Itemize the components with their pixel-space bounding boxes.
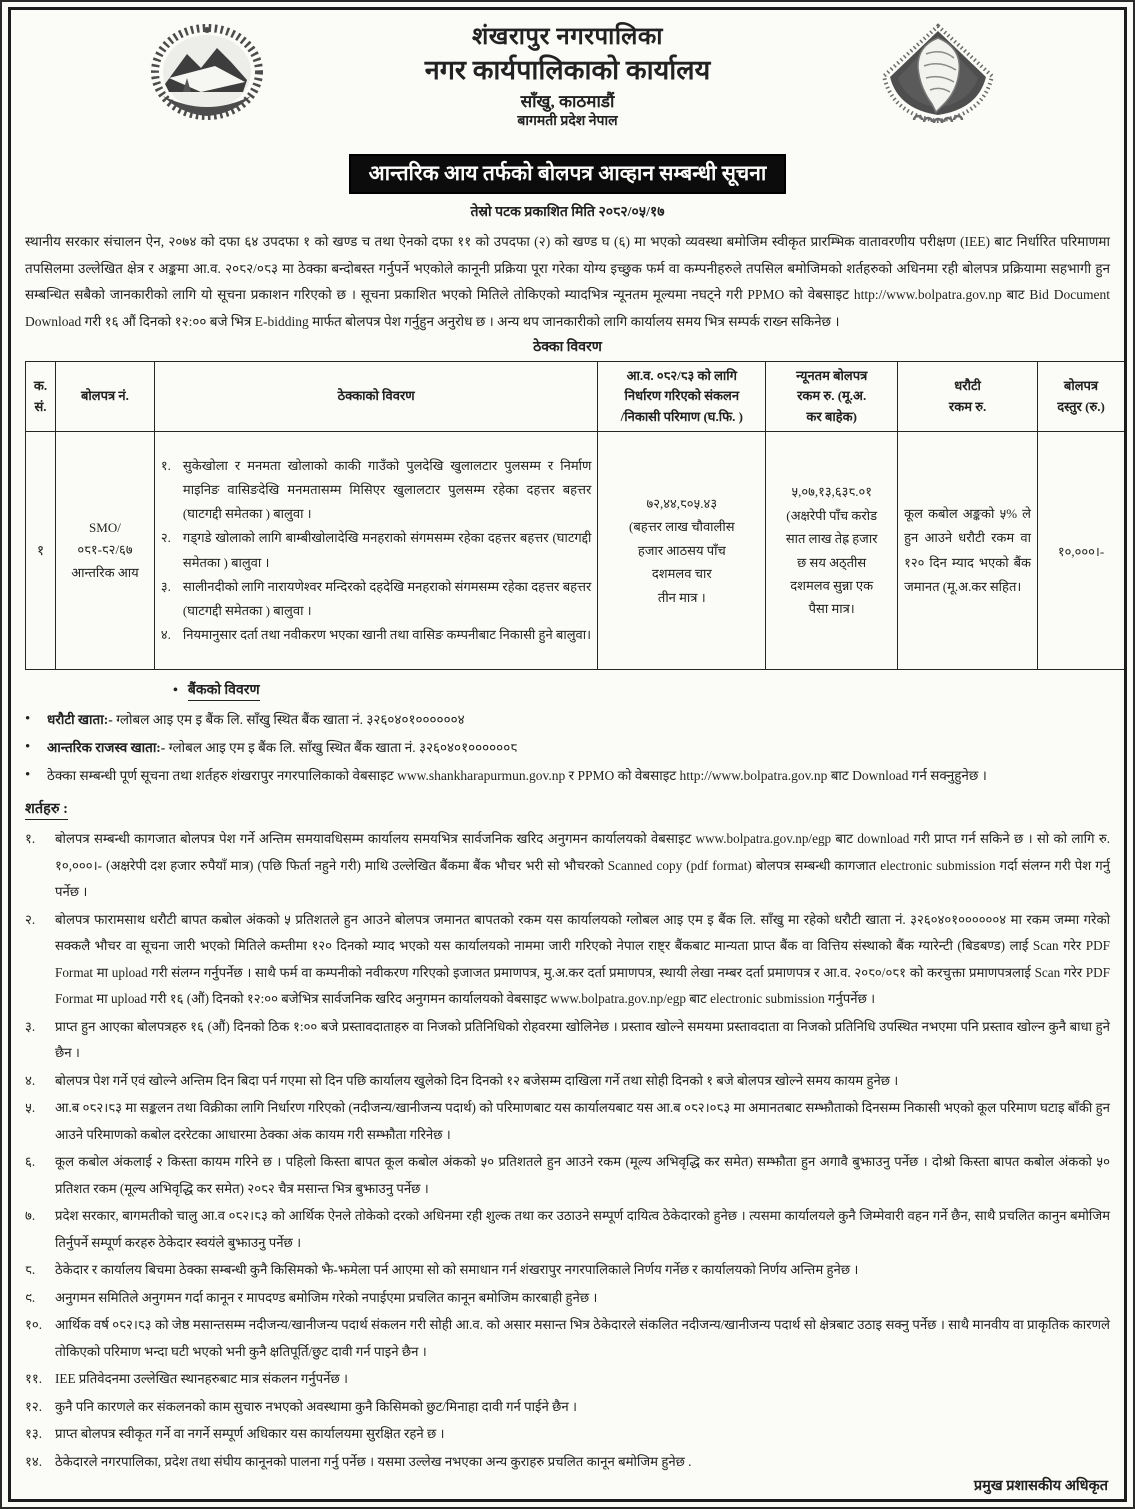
cell-serial-number: १ [26, 432, 56, 670]
contract-detail-item: ३. सालीनदीको लागि नारायणेश्वर मन्दिरको दहदेखि मनहराको संगमसम्म रहेका दहत्तर बहत्तर (घाटगद्दी समेतका ) बालुवा । [160, 578, 592, 618]
bank-detail-item: • ठेक्का सम्बन्धी पूर्ण सूचना तथा शर्तहरु शंखरापुर नगरपालिकाको वेबसाइट www.shankharapurmun.gov.np र PPMO को वेबसाइट http://www.bolpatra.gov.np बाट Download गर्न सक्नुहुनेछ । [25, 763, 1110, 788]
address-line-2: बागमती प्रदेश नेपाल [517, 114, 618, 129]
signatory-title: प्रमुख प्रशासकीय अधिकृत [973, 1478, 1108, 1494]
tender-details-table [25, 361, 1125, 670]
col-header-quantity: आ.व. ०८२/८३ को लागि निर्धारण गरिएको संकलन /निकासी परिमाण (घ.फि. ) [598, 362, 766, 432]
contract-detail-item: ४. नियमानुसार दर्ता तथा नवीकरण भएका खानी तथा वासिङ कम्पनीबाट निकासी हुने बालुवा। [160, 626, 592, 642]
col-header-serial-number: क. सं. [26, 362, 56, 432]
col-header-bid-number: बोलपत्र नं. [55, 362, 154, 432]
condition-item: १४. ठेकेदारले नगरपालिका, प्रदेश तथा संघीय कानूनको पालना गर्नु पर्नेछ । यसमा उल्लेख नभएका अन्य कुराहरु प्रचलित कानून बमोजिम हुनेछ . [25, 1453, 692, 1469]
condition-item: ९. अनुगमन समितिले अनुगमन गर्दा कानून र मापदण्ड बमोजिम गरेको नपाईएमा प्रचलित कानून बमोजिम कारबाही हुनेछ । [25, 1289, 598, 1305]
condition-item: ८. ठेकेदार र कार्यालय बिचमा ठेक्का सम्बन्धी कुनै किसिमको झै-झमेला पर्न आएमा सो को समाधान गर्न शंखरापुर नगरपालिकाले निर्णय गर्नेछ र कार्यालयको निर्णय अन्तिम हुनेछ । [25, 1262, 859, 1277]
bullet-icon: • [25, 739, 31, 755]
col-header-deposit: धरौटी रकम रु. [898, 362, 1038, 432]
intro-paragraph: स्थानीय सरकार संचालन ऐन, २०७४ को दफा ६४ उपदफा १ को खण्ड च तथा ऐनको दफा ११ को उपदफा (२) को खण्ड घ (६) मा भएको व्यवस्था बमोजिम स्वीकृत प्रारम्भिक वातावरणीय परीक्षण (IEE) बाट निर्धारित परिमाणमा तपसिलमा उल्लेखित क्षेत्र र अङ्कमा आ.व. २०८२/०८३ मा ठेक्का बन्दोबस्त गर्नुपर्ने भएकोले कानूनी प्रक्रिया पूरा गरेका योग्य इच्छुक फर्म वा कम्पनीहरुले तपसिल बमोजिमको शर्तहरुको अधिनमा रही बोलपत्र प्रक्रियामा सहभागी हुन सम्बन्धित सबैको जानकारीको लागि यो सूचना प्रकाशन गरिएको छ । सूचना प्रकाशित भएको मितिले तोकिएको म्यादभित्र न्यूनतम मूल्यमा नघट्ने गरी PPMO को वेबसाइट http://www.bolpatra.gov.np बाट Bid Document Download गरी १६ औं दिनको १२:०० बजे भित्र E-bidding मार्फत बोलपत्र पेश गर्नुहुन अनुरोध छ । अन्य थप जानकारीको लागि कार्यालय समय भित्र सम्पर्क राख्न सकिनेछ । [25, 234, 1110, 329]
condition-item: ३. प्राप्त हुन आएका बोलपत्रहरु १६ (औं) दिनको ठिक १:०० बजे प्रस्तावदाताहरु वा निजको प्रतिनिधिको रोहवरमा खोलिनेछ । प्रस्ताव खोल्ने समयमा प्रस्तावदाता वा निजको प्रतिनिधि उपस्थित नभएमा पनि प्रस्ताव खोल्न कुनै बाधा हुने छैन । [25, 1018, 1110, 1060]
conditions-heading: शर्तहरु : [25, 798, 68, 820]
bullet-icon: • [25, 767, 31, 783]
col-header-contract-details: ठेक्काको विवरण [154, 362, 597, 432]
conch-shell-municipality-logo-icon [874, 22, 1002, 142]
contract-detail-item: १. सुकेखोला र मनमता खोलाको काकी गाउँको पुलदेखि खुलालटार पुलसम्म र निर्माण माइनिङ वासिङदेखि मनमतासम्म मिसिएर खुलालटार पुलसम्म रहेका दहत्तर बहत्तर (घाटगद्दी समेतका ) बालुवा । [160, 458, 592, 522]
cell-bid-number: SMO/ ०८१-८२/६७ आन्तरिक आय [55, 432, 154, 670]
cell-minimum-bid-amount: ५,०७,१३,६३८.०१ (अक्षरेपी पाँच करोड सात लाख तेह्र हजार छ सय अठ्तीस दशमलव सुन्ना एक पैसा मात्र। [766, 432, 898, 670]
contract-detail-item: २. गड्गडे खोलाको लागि बाम्बीखोलादेखि मनहराको संगमसम्म रहेका दहत्तर बहत्तर (घाटगद्दी समेतका ) बालुवा । [160, 530, 592, 570]
document-header [25, 18, 1110, 150]
condition-item: २. बोलपत्र फारामसाथ धरौटी बापत कबोल अंकको ५ प्रतिशतले हुन आउने बोलपत्र जमानत बापतको रकम यस कार्यालयको ग्लोबल आइ एम इ बैंक लि. साँखु मा रहेको धरौटी खाता नं. ३२६०४०१००००००४ मा रकम जम्मा गरेको सक्कलै भौचर वा सूचना जारी भएको मितिले कम्तीमा १२० दिनको म्याद भएको यस कार्यालयको नाममा जारी गरिएको नेपाल राष्ट्र बैंकबाट मान्यता प्राप्त बैंक वा वित्तिय संस्थाको बैंक ग्यारेन्टी (बिडबण्ड) लाई Scan गरेर PDF Format मा upload गरी संलग्न गर्नुपर्नेछ । साथै फर्म वा कम्पनीको नवीकरण गरिएको इजाजत प्रमाणपत्र, मु.अ.कर दर्ता प्रमाणपत्र, स्थायी लेखा नम्बर दर्ता प्रमाणपत्र र आ.व. २०८०/०८१ को करचुक्ता प्रमाणपत्रलाई Scan गरेर PDF Format मा upload गरी १६ (औं) दिनको १२:०० बजेभित्र सार्वजनिक खरिद अनुगमन कार्यालयको वेबसाइट www.bolpatra.gov.np/egp बाट electronic submission गर्नुपर्नेछ । [25, 911, 1110, 1006]
address-line-1: साँखु, काठमाडौं [520, 91, 615, 111]
condition-item: ७. प्रदेश सरकार, बागमतीको चालु आ.व ०८२।८३ को आर्थिक ऐनले तोकेको दरको अधिनमा रही शुल्क तथा कर उठाउने सम्पूर्ण दायित्व ठेकेदारको हुनेछ । त्यसमा कार्यालयले कुनै जिम्मेवारी वहन गर्ने छैन, साथै प्रचलित कानुन बमोजिम तिर्नुपर्ने सम्पूर्ण करहरु ठेकेदार स्वयंले बुझाउनु पर्नेछ । [25, 1208, 1110, 1250]
bank-detail-item: • धरौटी खाता:- ग्लोबल आइ एम इ बैंक लि. साँखु स्थित बैंक खाता नं. ३२६०४०१००००००४ [25, 707, 1110, 732]
condition-item: ४. बोलपत्र पेश गर्ने एवं खोल्ने अन्तिम दिन बिदा पर्न गएमा सो दिन पछि कार्यालय खुलेको दिन दिनको १२ बजेसम्म दाखिला गर्ने तथा सोही दिनको १ बजे बोलपत्र खोल्ने समय कायम हुनेछ । [25, 1072, 899, 1088]
condition-item: १२. कुनै पनि कारणले कर संकलनको काम सुचारु नभएको अवस्थामा कुनै किसिमको छुट/मिनाहा दावी गर्न पाईने छैन । [25, 1398, 577, 1414]
notice-title-row [25, 154, 1110, 194]
page-border-frame [8, 7, 1127, 1502]
col-header-minimum-bid: न्यूनतम बोलपत्र रकम रु. (मू.अ. कर बाहेक) [766, 362, 898, 432]
bullet-icon: • [173, 683, 178, 698]
bank-details-heading: • बैंकको विवरण [173, 680, 1110, 699]
publication-date-line: तेस्रो पटक प्रकाशित मिति २०८२/०५/१७ [470, 205, 665, 220]
condition-item: ६. कूल कबोल अंकलाई २ किस्ता कायम गरिने छ । पहिलो किस्ता बापत कूल कबोल अंकको ५० प्रतिशतले हुन आउने रकम (मूल्य अभिवृद्धि कर समेत) सम्झौता हुन अगावै बुझाउनु पर्नेछ । दोश्रो किस्ता बापत कबोल अंकको ५० प्रतिशत रकम (मूल्य अभिवृद्धि कर समेत) २०८२ चैत्र मसान्त भित्र बुझाउनु पर्नेछ । [25, 1154, 1110, 1196]
office-name: नगर कार्यपालिकाको कार्यालय [424, 55, 711, 85]
cell-deposit-amount: कूल कबोल अङ्कको ५% ले हुन आउने धरौटी रकम वा १२० दिन म्याद भएको बैंक जमानत (मू.अ.कर सहित। [898, 432, 1038, 670]
cell-quantity: ७२,४४,८०५.४३ (बहत्तर लाख चौवालीस हजार आठसय पाँच दशमलव चार तीन मात्र । [598, 432, 766, 670]
bank-details-list [25, 707, 1110, 788]
condition-item: ११. IEE प्रतिवेदनमा उल्लेखित स्थानहरुबाट मात्र संकलन गर्नुपर्नेछ । [25, 1371, 348, 1386]
cell-bid-fee: १०,०००।- [1038, 432, 1125, 670]
nepal-government-emblem-icon [143, 22, 271, 142]
table-row [26, 432, 1125, 670]
bullet-icon: • [25, 711, 31, 727]
condition-item: १. बोलपत्र सम्बन्धी कागजात बोलपत्र पेश गर्ने अन्तिम समयावधिसम्म कार्यालय समयभित्र सार्वजनिक खरिद अनुगमन कार्यालयको वेबसाइट www.bolpatra.gov.np/egp बाट download गरी प्राप्त गर्न सकिने छ । सो को लागि रु. १०,०००।- (अक्षरेपी दश हजार रुपैयाँ मात्र) (पछि फिर्ता नहुने गरी) माथि उल्लेखित बैंकमा बैंक भौचर भरी सो भौचरको Scanned copy (pdf format) बोलपत्र सम्बन्धी कागजात electronic submission गर्दा संलग्न गरी पेश गर्नु पर्नेछ । [25, 831, 1110, 899]
condition-item: १३. प्राप्त बोलपत्र स्वीकृत गर्ने वा नगर्ने सम्पूर्ण अधिकार यस कार्यालयमा सुरक्षित रहने छ । [25, 1426, 445, 1441]
condition-item: ५. आ.ब ०८२।८३ मा सङ्कलन तथा विक्रीका लागि निर्धारण गरिएको (नदीजन्य/खानीजन्य पदार्थ) को परिमाणबाट यस कार्यालयबाट यस आ.ब ०८२।०८३ मा अमानतबाट सम्झौताको दिनसम्म निकासी भएको कूल परिमाण घटाइ बाँकी हुन आउने परिमाणको कबोल दररेटका आधारमा ठेक्का अंक कायम गरी सम्झौता गरिनेछ । [25, 1100, 1110, 1142]
table-header-row [26, 362, 1125, 432]
organization-name: शंखरापुर नगरपालिका [471, 24, 664, 50]
table-title: ठेक्का विवरण [533, 340, 602, 355]
condition-item: १०. आर्थिक वर्ष ०८२।८३ को जेष्ठ मसान्तसम्म नदीजन्य/खानीजन्य पदार्थ संकलन गरी सोही आ.व. को असार मसान्त भित्र ठेकेदारले संकलित नदीजन्य/खानीजन्य पदार्थ सो क्षेत्रबाट उठाइ सक्नु पर्नेछ । साथै मानवीय वा प्राकृतिक कारणले तोकिएको परिमाण भन्दा घटी भएको भनी कुनै क्षतिपूर्ति/छुट दावी गर्न पाइने छैन । [25, 1317, 1110, 1359]
col-header-bid-fee: बोलपत्र दस्तुर (रु.) [1038, 362, 1125, 432]
cell-contract-details [154, 432, 597, 670]
bank-detail-item: • आन्तरिक राजस्व खाता:- ग्लोबल आइ एम इ बैंक लि. साँखु स्थित बैंक खाता नं. ३२६०४०१००००००८ [25, 735, 1110, 760]
conditions-list [25, 826, 1110, 1475]
notice-title-banner: आन्तरिक आय तर्फको बोलपत्र आव्हान सम्बन्धी सूचना [349, 154, 787, 194]
